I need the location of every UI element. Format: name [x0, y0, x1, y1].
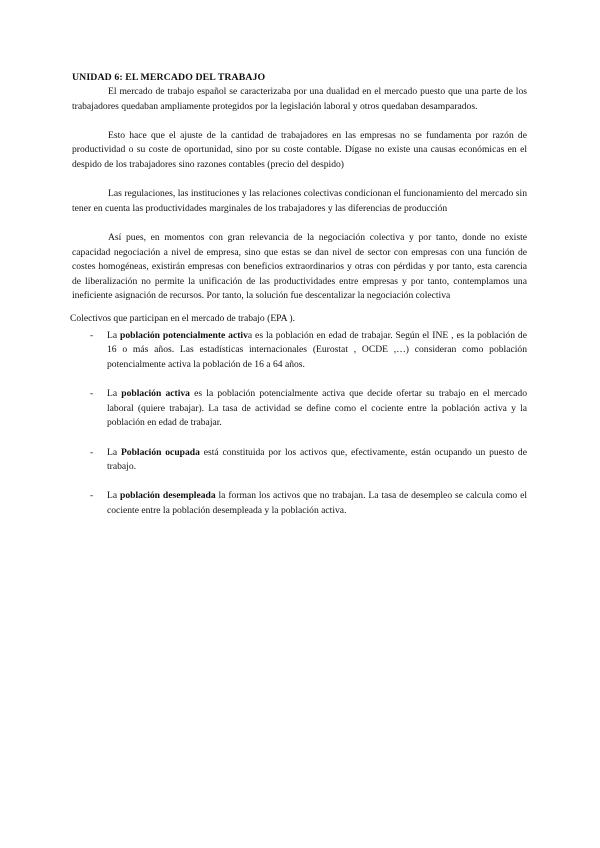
list-item-ocupada — [72, 446, 527, 475]
item-lead: La — [107, 490, 120, 502]
bullet-dash: - — [90, 329, 94, 341]
bullet-dash: - — [90, 490, 94, 502]
item-term: Población ocupada — [120, 446, 200, 458]
document-title: UNIDAD 6: EL MERCADO DEL TRABAJO — [72, 72, 266, 83]
item-text: es la población potencialmente activa que decide ofertar su trabajo en el mercado laboral (quiere trabajar). La tasa de actividad se define como el cociente entre la población activa y la población en edad de trabajar. — [107, 388, 527, 429]
list-item-desempleada — [72, 489, 527, 518]
paragraph-dualidad: El mercado de trabajo español se caracterizaba por una dualidad en el mercado puesto que una parte de los trabajadores quedaban ampliamente protegidos por la legislación laboral y otros quedaban desamparados. — [72, 86, 527, 112]
item-lead: La — [107, 329, 121, 341]
list-intro: Colectivos que participan en el mercado de trabajo (EPA ). — [70, 312, 296, 324]
list-item-potencialmente-activa — [72, 329, 527, 373]
item-term: población activa — [121, 388, 190, 400]
item-lead: La — [107, 388, 122, 400]
spacer — [72, 216, 527, 231]
item-text: está constituida por los activos que, efectivamente, están ocupando un puesto de trabajo. — [107, 446, 527, 473]
item-term: población potencialmente activ — [120, 329, 248, 341]
item-term: población desempleada — [120, 490, 216, 502]
bullet-dash: - — [90, 388, 94, 400]
paragraph-ajuste: Esto hace que el ajuste de la cantidad de trabajadores en las empresas no se fundamenta por razón de productividad o su coste de oportunidad, sino por su coste contable. Dígase no existe una causas económicas en el despido de los trabajadores sino razones contables (precio del despido) — [72, 129, 527, 170]
spacer — [72, 173, 527, 188]
list-item-activa — [72, 387, 527, 431]
item-lead: La — [107, 446, 121, 458]
spacer — [72, 114, 527, 129]
item-text: a es la población en edad de trabajar. Según el INE , es la población de 16 o más años. Las estadísticas internacionales (Eurostat , OCDE ,…) consideran como población potencialmente activa la población de 16 a 64 años. — [107, 329, 527, 370]
paragraph-regulaciones: Las regulaciones, las instituciones y las relaciones colectivas condicionan el funcionamiento del mercado sin tener en cuenta las productividades marginales de los trabajadores y las diferencias de producción — [72, 188, 527, 214]
document-body — [72, 71, 527, 519]
bullet-dash: - — [90, 446, 94, 458]
item-text: la forman los activos que no trabajan. La tasa de desempleo se calcula como el cociente entre la población desempleada y la población activa. — [107, 490, 527, 517]
colectivos-list — [72, 329, 527, 519]
paragraph-negociacion: Así pues, en momentos con gran relevancia de la negociación colectiva y por tanto, donde no existe capacidad negociación a nivel de empresa, sino que estas se dan nivel de sector con empresas con una función de costes homogéneas, existirán empresas con beneficios extraordinarios y otras con pérdidas y por tanto, esta carencia de liberalización no permite la unificación de las productividades entre empresas y por tanto, contemplamos una ineficiente asignación de recursos. Por tanto, la solución fue descentalizar la negociación colectiva — [72, 231, 527, 302]
